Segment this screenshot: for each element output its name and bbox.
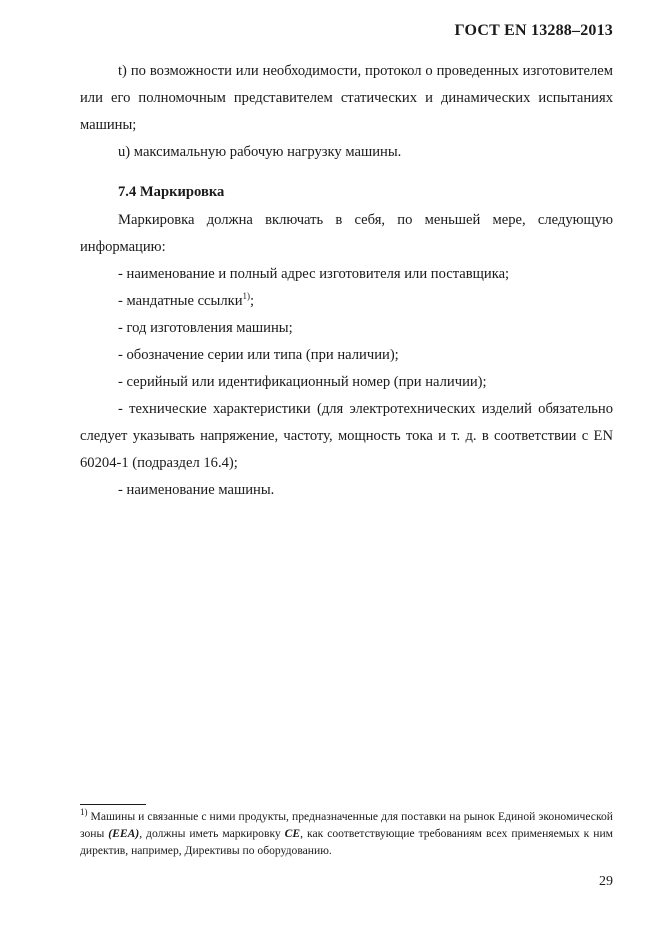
footnote-divider — [80, 804, 146, 805]
list-item: - технические характеристики (для электротехнических изделий обязательно следует указывать напряжение, частоту, мощность тока и т. д. в соответствии с EN 60204-1 (подраздел 16.4); — [80, 401, 613, 471]
paragraph-u: u) максимальную рабочую нагрузку машины. — [118, 144, 402, 160]
list-item: - наименование машины. — [118, 482, 275, 498]
footnote-eea: (EEA) — [108, 827, 140, 840]
list-item — [80, 288, 613, 315]
document-body — [80, 58, 613, 504]
section-intro: Маркировка должна включать в себя, по меньшей мере, следующую информацию: — [80, 212, 613, 255]
section-heading: 7.4 Маркировка — [118, 184, 225, 200]
list-item: - серийный или идентификационный номер (при наличии); — [118, 374, 487, 390]
footnote-text-1: Машины и связанные с ними продукты, предназначенные для поставки на рынок Единой экономической зоны — [80, 810, 613, 840]
footnote-reference[interactable]: 1) — [242, 291, 251, 302]
footnote-text-2: , должны иметь маркировку — [139, 827, 285, 840]
list-item: - наименование и полный адрес изготовителя или поставщика; — [118, 266, 510, 282]
footnote-text-3: , как соответствующие требованиям всех применяемых к ним директив, например, Директивы по оборудованию. — [80, 827, 613, 857]
footnote-ce: CE — [284, 827, 301, 840]
footnote-marker: 1) — [80, 807, 88, 818]
list-item-suffix: ; — [250, 293, 255, 309]
paragraph-t: t) по возможности или необходимости, протокол о проведенных изготовителем или его полномочным представителем статических и динамических испытаниях машины; — [80, 63, 613, 133]
list-item: - год изготовления машины; — [118, 320, 293, 336]
page-number: 29 — [599, 874, 613, 889]
document-header: ГОСТ EN 13288–2013 — [454, 22, 613, 39]
list-item: - обозначение серии или типа (при наличии); — [118, 347, 399, 363]
list-item-text: - мандатные ссылки — [118, 293, 243, 309]
footnote — [80, 808, 613, 859]
